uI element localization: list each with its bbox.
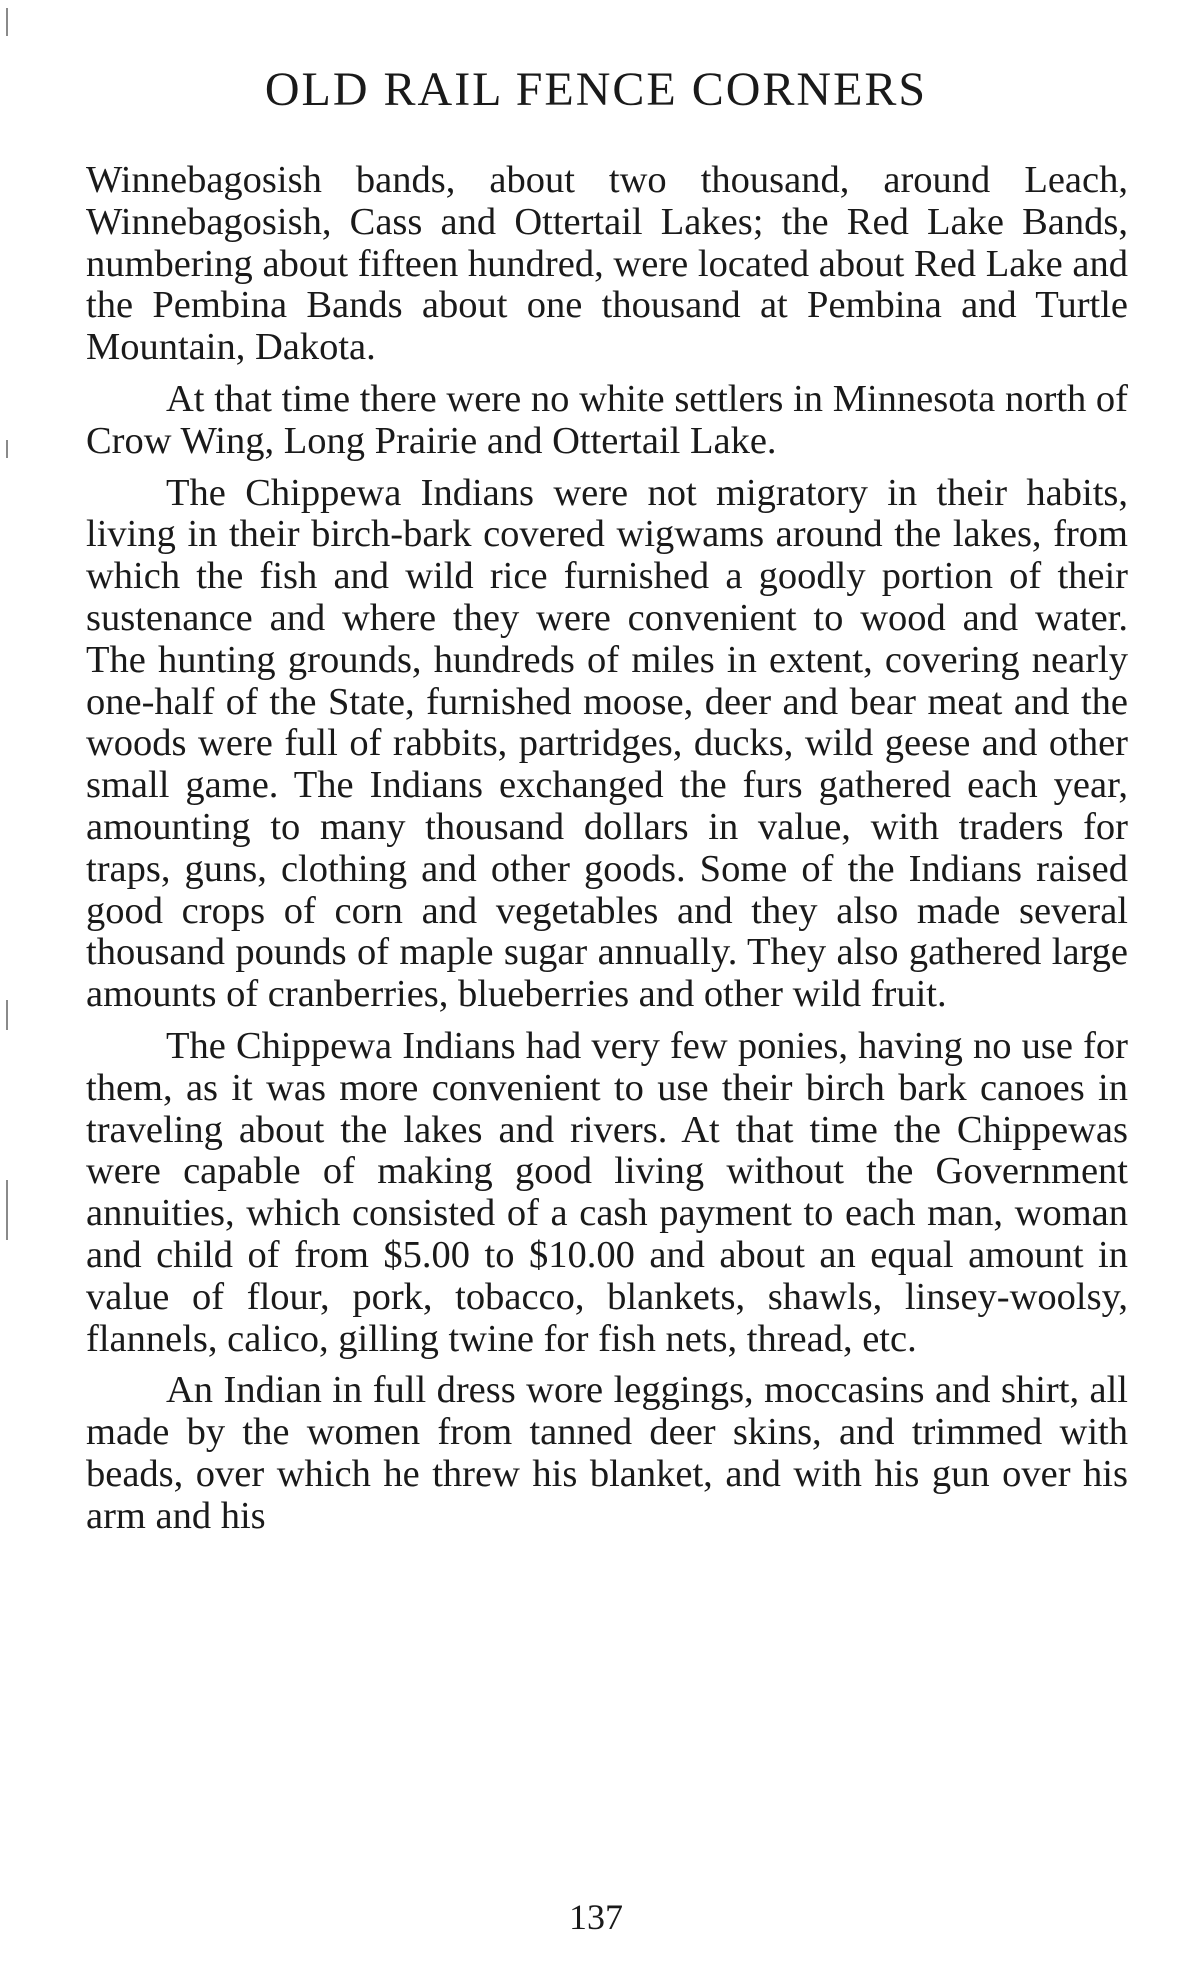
margin-speck bbox=[6, 440, 8, 458]
paragraph: The Chippewa Indians were not migratory in their habits, living in their birch-bark covered wigwams around the lakes, from which the fish and wild rice furnished a goodly portion of their sustenance and where they were convenient to wood and water. The hunting grounds, hundreds of miles in extent, covering nearly one-half of the State, furnished moose, deer and bear meat and the woods were full of rabbits, partridges, ducks, wild geese and other small game. The Indians exchanged the furs gathered each year, amounting to many thousand dollars in value, with traders for traps, guns, clothing and other goods. Some of the Indians raised good crops of corn and vegetables and they also made several thousand pounds of maple sugar annually. They also gathered large amounts of cranberries, blueberries and other wild fruit. bbox=[86, 471, 1128, 1016]
left-margin-specks bbox=[6, 0, 20, 1985]
body-text bbox=[86, 160, 1128, 1538]
paragraph: At that time there were no white settlers in Minnesota north of Crow Wing, Long Prairie and Ottertail Lake. bbox=[86, 377, 1128, 462]
margin-speck bbox=[6, 1000, 8, 1030]
page-number: 137 bbox=[569, 1897, 623, 1937]
margin-speck bbox=[6, 1180, 8, 1240]
running-title: OLD RAIL FENCE CORNERS bbox=[264, 63, 928, 116]
paragraph: Winnebagosish bands, about two thousand, around Leach, Winnebagosish, Cass and Ottertail Lakes; the Red Lake Bands, numbering about fifteen hundred, were located about Red Lake and the Pembina Bands about one thousand at Pembina and Turtle Mountain, Dakota. bbox=[86, 159, 1128, 369]
margin-speck bbox=[6, 8, 8, 36]
paragraph: An Indian in full dress wore leggings, moccasins and shirt, all made by the women from tanned deer skins, and trimmed with beads, over which he threw his blanket, and with his gun over his arm and his bbox=[86, 1369, 1128, 1537]
paragraph: The Chippewa Indians had very few ponies, having no use for them, as it was more convenient to use their birch bark canoes in traveling about the lakes and rivers. At that time the Chippewas were capable of making good living without the Government annuities, which consisted of a cash payment to each man, woman and child of from $5.00 to $10.00 and about an equal amount in value of flour, pork, tobacco, blankets, shawls, linsey-woolsy, flannels, calico, gilling twine for fish nets, thread, etc. bbox=[86, 1024, 1128, 1360]
